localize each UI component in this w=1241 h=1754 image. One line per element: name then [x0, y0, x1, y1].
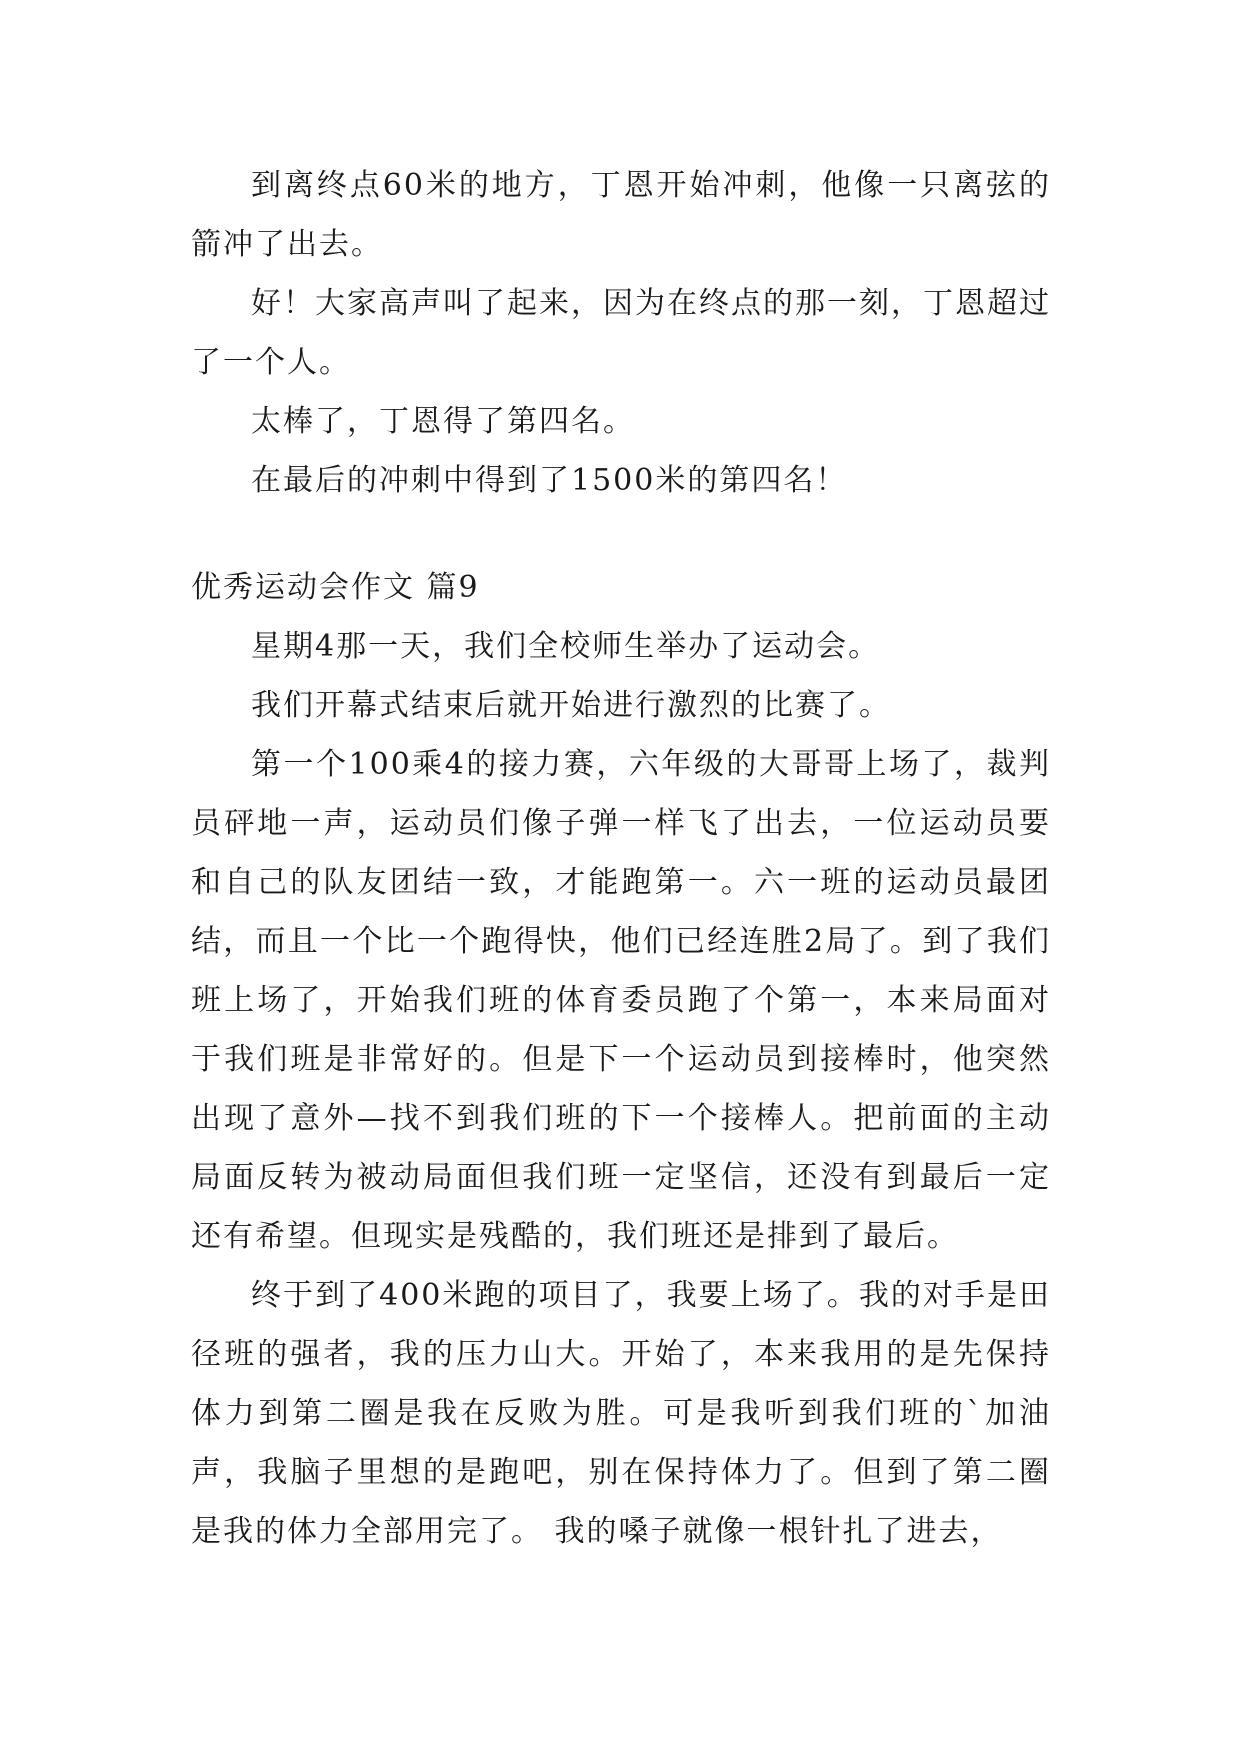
section-heading: 优秀运动会作文 篇9: [191, 570, 480, 605]
paragraph: 到离终点60米的地方，丁恩开始冲刺，他像一只离弦的箭冲了出去。: [191, 168, 1051, 262]
paragraph: 我们开幕式结束后就开始进行激烈的比赛了。: [251, 688, 891, 723]
paragraph: 第一个100乘4的接力赛，六年级的大哥哥上场了，裁判员砰地一声，运动员们像子弹一样飞了出去，一位运动员要和自己的队友团结一致，才能跑第一。六一班的运动员最团结，而且一个比一个跑得快，他们已经连胜2局了。到了我们班上场了，开始我们班的体育委员跑了个第一，本来局面对于我们班是非常好的。但是下一个运动员到接棒时，他突然出现了意外—找不到我们班的下一个接棒人。把前面的主动局面反转为被动局面但我们班一定坚信，还没有到最后一定还有希望。但现实是残酷的，我们班还是排到了最后。: [191, 747, 1051, 1254]
paragraph: 太棒了，丁恩得了第四名。: [251, 404, 635, 439]
document-body: [191, 156, 1051, 1561]
paragraph: 好！大家高声叫了起来，因为在终点的那一刻，丁恩超过了一个人。: [191, 286, 1051, 380]
paragraph: 星期4那一天，我们全校师生举办了运动会。: [251, 629, 881, 664]
paragraph: 终于到了400米跑的项目了，我要上场了。我的对手是田径班的强者，我的压力山大。开始了，本来我用的是先保持体力到第二圈是我在反败为胜。可是我听到我们班的`加油声，我脑子里想的是跑吧，别在保持体力了。但到了第二圈是我的体力全部用完了。 我的嗓子就像一根针扎了进去，: [191, 1278, 1051, 1549]
paragraph: 在最后的冲刺中得到了1500米的第四名！: [251, 463, 848, 498]
